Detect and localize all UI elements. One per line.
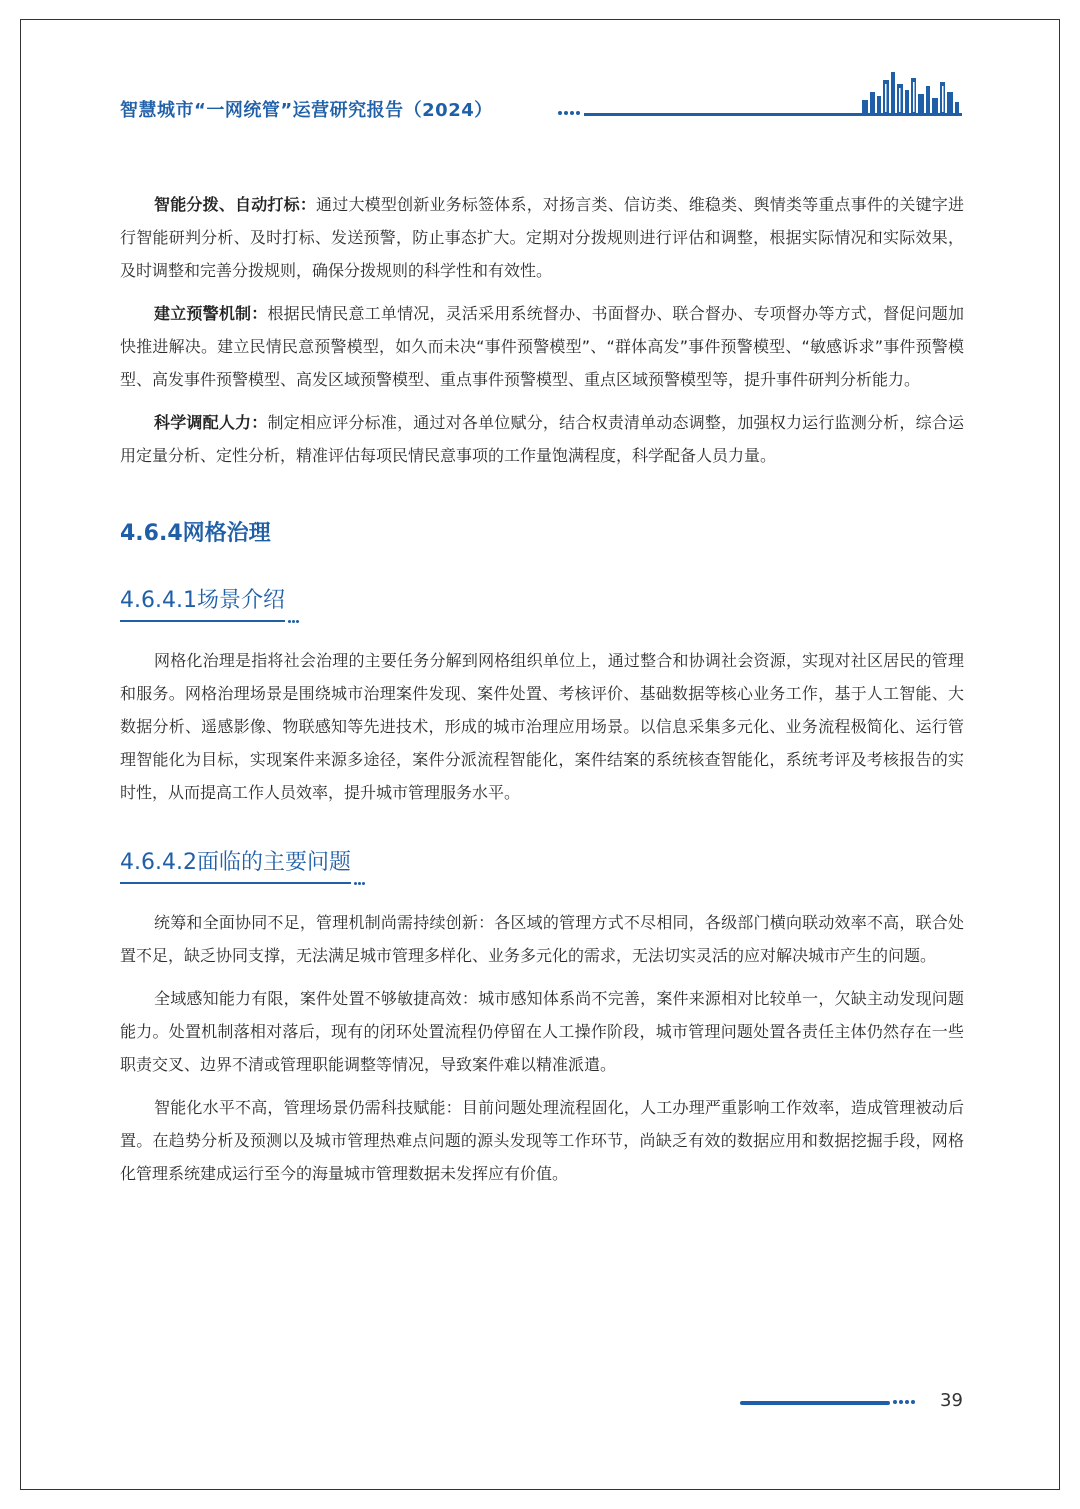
main-content xyxy=(120,188,964,1200)
section-heading-4-6-4-1 xyxy=(120,583,285,622)
heading-dots xyxy=(353,882,365,886)
paragraph-problem-2: 全域感知能力有限，案件处置不够敏捷高效：城市感知体系尚不完善，案件来源相对比较单一，欠缺主动发现问题能力。处置机制落相对落后，现有的闭环处置流程仍停留在人工操作阶段，城市管理问题处置各责任主体仍然存在一些职责交叉、边界不清或管理职能调整等情况，导致案件难以精准派遣。 xyxy=(120,989,964,1074)
section-heading-4-6-4: 4.6.4网格治理 xyxy=(120,521,271,546)
paragraph-lead: 科学调配人力： xyxy=(154,413,268,432)
city-skyline-icon xyxy=(860,70,960,116)
header-dots xyxy=(558,111,584,117)
heading-dots xyxy=(287,620,299,624)
paragraph-text: 根据民情民意工单情况，灵活采用系统督办、书面督办、联合督办、专项督办等方式，督促问题加快推进解决。建立民情民意预警模型，如久而未决“事件预警模型”、“群体高发”事件预警模型、“敏感诉求”事件预警模型、高发事件预警模型、高发区域预警模型、重点事件预警模型、重点区域预警模型等，提升事件研判分析能力。 xyxy=(120,304,964,389)
page-number: 39 xyxy=(940,1390,963,1411)
paragraph-lead: 智能分拨、自动打标： xyxy=(154,195,317,214)
paragraph-staffing xyxy=(120,406,964,472)
paragraph-early-warning xyxy=(120,297,964,396)
header-title: 智慧城市“一网统管”运营研究报告（2024） xyxy=(120,100,493,121)
paragraph-text: 制定相应评分标准，通过对各单位赋分，结合权责清单动态调整，加强权力运行监测分析，综合运用定量分析、定性分析，精准评估每项民情民意事项的工作量饱满程度，科学配备人员力量。 xyxy=(120,413,964,465)
footer-rule xyxy=(740,1401,890,1405)
paragraph-scene-intro: 网格化治理是指将社会治理的主要任务分解到网格组织单位上，通过整合和协调社会资源，实现对社区居民的管理和服务。网格治理场景是围绕城市治理案件发现、案件处置、考核评价、基础数据等核心业务工作，基于人工智能、大数据分析、遥感影像、物联感知等先进技术，形成的城市治理应用场景。以信息采集多元化、业务流程极简化、运行管理智能化为目标，实现案件来源多途径，案件分派流程智能化，案件结案的系统核查智能化，系统考评及考核报告的实时性，从而提高工作人员效率，提升城市管理服务水平。 xyxy=(120,651,964,802)
paragraph-smart-dispatch xyxy=(120,188,964,287)
section-heading-4-6-4-2 xyxy=(120,845,351,884)
paragraph-problem-1: 统筹和全面协同不足，管理机制尚需持续创新：各区域的管理方式不尽相同，各级部门横向联动效率不高，联合处置不足，缺乏协同支撑，无法满足城市管理多样化、业务多元化的需求，无法切实灵活的应对解决城市产生的问题。 xyxy=(120,913,964,965)
heading-text: 4.6.4.2面临的主要问题 xyxy=(120,850,351,875)
paragraph-problem-3: 智能化水平不高，管理场景仍需科技赋能：目前问题处理流程固化，人工办理严重影响工作效率，造成管理被动后置。在趋势分析及预测以及城市管理热难点问题的源头发现等工作环节，尚缺乏有效的数据应用和数据挖掘手段，网格化管理系统建成运行至今的海量城市管理数据未发挥应有价值。 xyxy=(120,1098,964,1183)
heading-text: 4.6.4.1场景介绍 xyxy=(120,588,285,613)
paragraph-text: 通过大模型创新业务标签体系，对扬言类、信访类、维稳类、舆情类等重点事件的关键字进行智能研判分析、及时打标、发送预警，防止事态扩大。定期对分拨规则进行评估和调整，根据实际情况和实际效果，及时调整和完善分拨规则，确保分拨规则的科学性和有效性。 xyxy=(120,195,964,280)
paragraph-lead: 建立预警机制： xyxy=(154,304,268,323)
footer-dots xyxy=(893,1400,917,1406)
